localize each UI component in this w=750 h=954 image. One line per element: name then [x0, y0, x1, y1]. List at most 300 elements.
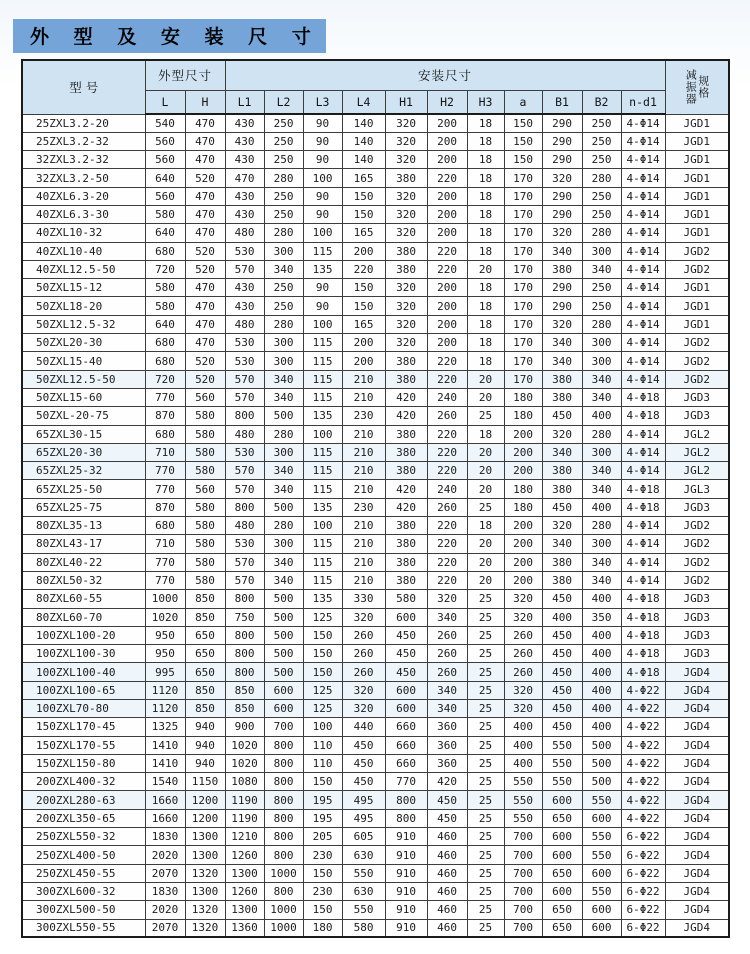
cell-a: 320 — [504, 590, 542, 608]
cell-model: 32ZXL3.2-32 — [22, 151, 145, 169]
cell-H3: 25 — [467, 846, 504, 864]
cell-B2: 400 — [582, 718, 621, 736]
table-row — [22, 242, 729, 260]
col-header-B2: B2 — [582, 90, 621, 114]
cell-a: 550 — [504, 791, 542, 809]
cell-H: 1300 — [185, 828, 225, 846]
cell-L3: 100 — [303, 224, 342, 242]
cell-L3: 110 — [303, 754, 342, 772]
cell-L1: 900 — [225, 718, 264, 736]
cell-model: 150ZXL170-45 — [22, 718, 145, 736]
cell-H: 580 — [185, 553, 225, 571]
cell-a: 320 — [504, 700, 542, 718]
cell-L3: 125 — [303, 681, 342, 699]
cell-H1: 320 — [385, 151, 427, 169]
cell-L4: 450 — [342, 736, 385, 754]
cell-H2: 450 — [427, 791, 467, 809]
cell-H3: 18 — [467, 279, 504, 297]
cell-L2: 250 — [264, 132, 303, 150]
table-row — [22, 791, 729, 809]
cell-a: 200 — [504, 425, 542, 443]
cell-H3: 25 — [467, 700, 504, 718]
cell-L4: 320 — [342, 681, 385, 699]
cell-L4: 260 — [342, 663, 385, 681]
cell-B1: 320 — [542, 315, 582, 333]
cell-H3: 25 — [467, 828, 504, 846]
table-row — [22, 864, 729, 882]
cell-H1: 910 — [385, 846, 427, 864]
cell-B2: 400 — [582, 663, 621, 681]
cell-a: 700 — [504, 864, 542, 882]
cell-L: 560 — [145, 132, 185, 150]
cell-model: 50ZXL12.5-50 — [22, 370, 145, 388]
cell-a: 260 — [504, 663, 542, 681]
cell-a: 180 — [504, 407, 542, 425]
cell-damper-spec: JGD2 — [665, 553, 729, 571]
cell-L3: 150 — [303, 773, 342, 791]
cell-H1: 450 — [385, 645, 427, 663]
cell-damper-spec: JGL2 — [665, 443, 729, 461]
cell-H1: 600 — [385, 700, 427, 718]
table-row — [22, 425, 729, 443]
table-row — [22, 809, 729, 827]
cell-H: 580 — [185, 443, 225, 461]
cell-B1: 400 — [542, 608, 582, 626]
cell-H1: 910 — [385, 828, 427, 846]
cell-n-d1: 4-Φ14 — [621, 334, 665, 352]
cell-L2: 500 — [264, 407, 303, 425]
cell-L3: 90 — [303, 132, 342, 150]
cell-H: 470 — [185, 297, 225, 315]
cell-H2: 220 — [427, 370, 467, 388]
cell-model: 80ZXL60-55 — [22, 590, 145, 608]
cell-H3: 18 — [467, 517, 504, 535]
cell-damper-spec: JGD4 — [665, 828, 729, 846]
cell-damper-spec: JGD3 — [665, 626, 729, 644]
cell-model: 80ZXL40-22 — [22, 553, 145, 571]
cell-L2: 250 — [264, 114, 303, 132]
cell-n-d1: 6-Φ22 — [621, 882, 665, 900]
cell-n-d1: 4-Φ22 — [621, 754, 665, 772]
cell-n-d1: 4-Φ22 — [621, 809, 665, 827]
cell-L3: 115 — [303, 535, 342, 553]
cell-L2: 340 — [264, 260, 303, 278]
cell-L: 680 — [145, 334, 185, 352]
cell-L2: 300 — [264, 334, 303, 352]
cell-H: 1300 — [185, 846, 225, 864]
cell-model: 150ZXL170-55 — [22, 736, 145, 754]
cell-H2: 320 — [427, 590, 467, 608]
cell-B2: 400 — [582, 681, 621, 699]
dimensions-table — [21, 59, 730, 938]
cell-L1: 850 — [225, 681, 264, 699]
cell-H3: 25 — [467, 736, 504, 754]
cell-model: 200ZXL280-63 — [22, 791, 145, 809]
cell-H1: 660 — [385, 736, 427, 754]
cell-model: 300ZXL600-32 — [22, 882, 145, 900]
cell-B2: 250 — [582, 151, 621, 169]
cell-model: 40ZXL6.3-20 — [22, 187, 145, 205]
cell-H: 560 — [185, 480, 225, 498]
cell-L3: 195 — [303, 791, 342, 809]
cell-a: 320 — [504, 608, 542, 626]
cell-L4: 450 — [342, 773, 385, 791]
cell-damper-spec: JGD4 — [665, 736, 729, 754]
cell-n-d1: 4-Φ18 — [621, 590, 665, 608]
cell-L: 540 — [145, 114, 185, 132]
cell-L: 950 — [145, 645, 185, 663]
cell-L1: 570 — [225, 260, 264, 278]
cell-L3: 90 — [303, 205, 342, 223]
cell-L4: 495 — [342, 791, 385, 809]
table-row — [22, 590, 729, 608]
cell-L: 560 — [145, 187, 185, 205]
cell-L4: 150 — [342, 279, 385, 297]
table-row — [22, 571, 729, 589]
table-row — [22, 187, 729, 205]
table-row — [22, 480, 729, 498]
cell-H3: 25 — [467, 901, 504, 919]
cell-H2: 220 — [427, 571, 467, 589]
table-row — [22, 754, 729, 772]
cell-L2: 600 — [264, 681, 303, 699]
cell-L2: 800 — [264, 882, 303, 900]
cell-L4: 440 — [342, 718, 385, 736]
cell-damper-spec: JGD4 — [665, 700, 729, 718]
cell-H2: 260 — [427, 663, 467, 681]
cell-L2: 500 — [264, 608, 303, 626]
col-header-damper-spec — [665, 60, 729, 114]
cell-H: 470 — [185, 132, 225, 150]
cell-model: 40ZXL10-32 — [22, 224, 145, 242]
cell-L3: 150 — [303, 864, 342, 882]
cell-L1: 1080 — [225, 773, 264, 791]
cell-a: 150 — [504, 114, 542, 132]
cell-B1: 450 — [542, 663, 582, 681]
cell-H1: 910 — [385, 901, 427, 919]
cell-B1: 450 — [542, 498, 582, 516]
cell-H2: 260 — [427, 645, 467, 663]
damper-label-line2: 规格 — [696, 75, 710, 100]
cell-L3: 230 — [303, 846, 342, 864]
cell-H2: 200 — [427, 151, 467, 169]
cell-n-d1: 4-Φ18 — [621, 626, 665, 644]
cell-L2: 280 — [264, 517, 303, 535]
cell-H1: 320 — [385, 315, 427, 333]
cell-L3: 90 — [303, 187, 342, 205]
table-header — [22, 60, 729, 114]
cell-H3: 25 — [467, 626, 504, 644]
cell-a: 400 — [504, 736, 542, 754]
cell-L4: 150 — [342, 205, 385, 223]
cell-H: 520 — [185, 242, 225, 260]
cell-H: 850 — [185, 590, 225, 608]
cell-model: 40ZXL12.5-50 — [22, 260, 145, 278]
cell-L: 770 — [145, 571, 185, 589]
cell-B1: 340 — [542, 334, 582, 352]
cell-L4: 330 — [342, 590, 385, 608]
cell-L3: 135 — [303, 407, 342, 425]
cell-damper-spec: JGD2 — [665, 242, 729, 260]
cell-H3: 25 — [467, 791, 504, 809]
cell-model: 50ZXL15-60 — [22, 388, 145, 406]
cell-n-d1: 4-Φ14 — [621, 370, 665, 388]
cell-model: 80ZXL60-70 — [22, 608, 145, 626]
cell-L3: 125 — [303, 700, 342, 718]
cell-H2: 450 — [427, 809, 467, 827]
table-row — [22, 315, 729, 333]
cell-B1: 320 — [542, 224, 582, 242]
cell-L1: 800 — [225, 626, 264, 644]
cell-H: 580 — [185, 462, 225, 480]
cell-H2: 360 — [427, 754, 467, 772]
cell-H: 520 — [185, 169, 225, 187]
cell-H: 470 — [185, 205, 225, 223]
cell-L: 640 — [145, 224, 185, 242]
cell-H1: 580 — [385, 590, 427, 608]
cell-n-d1: 4-Φ14 — [621, 242, 665, 260]
cell-L1: 430 — [225, 205, 264, 223]
cell-L4: 140 — [342, 151, 385, 169]
cell-a: 400 — [504, 718, 542, 736]
cell-B2: 340 — [582, 370, 621, 388]
cell-damper-spec: JGD2 — [665, 535, 729, 553]
cell-n-d1: 4-Φ18 — [621, 388, 665, 406]
cell-L2: 800 — [264, 846, 303, 864]
cell-L: 1020 — [145, 608, 185, 626]
table-row — [22, 388, 729, 406]
cell-H: 1320 — [185, 919, 225, 937]
cell-a: 400 — [504, 754, 542, 772]
cell-H1: 800 — [385, 791, 427, 809]
cell-H2: 220 — [427, 443, 467, 461]
cell-B1: 290 — [542, 132, 582, 150]
cell-H: 580 — [185, 535, 225, 553]
cell-B1: 450 — [542, 700, 582, 718]
cell-B2: 400 — [582, 645, 621, 663]
cell-L3: 100 — [303, 517, 342, 535]
table-row — [22, 443, 729, 461]
cell-H1: 450 — [385, 663, 427, 681]
table-row — [22, 736, 729, 754]
cell-n-d1: 4-Φ22 — [621, 736, 665, 754]
cell-L4: 320 — [342, 608, 385, 626]
cell-damper-spec: JGD4 — [665, 846, 729, 864]
cell-damper-spec: JGD1 — [665, 279, 729, 297]
cell-H3: 20 — [467, 443, 504, 461]
cell-H2: 260 — [427, 407, 467, 425]
cell-L2: 500 — [264, 645, 303, 663]
cell-H3: 18 — [467, 315, 504, 333]
cell-L3: 125 — [303, 608, 342, 626]
cell-n-d1: 4-Φ14 — [621, 169, 665, 187]
cell-H2: 460 — [427, 919, 467, 937]
cell-H2: 460 — [427, 864, 467, 882]
cell-L: 870 — [145, 407, 185, 425]
cell-B2: 250 — [582, 279, 621, 297]
cell-L4: 550 — [342, 901, 385, 919]
cell-damper-spec: JGD2 — [665, 260, 729, 278]
cell-L4: 200 — [342, 352, 385, 370]
cell-H1: 380 — [385, 553, 427, 571]
table-row — [22, 498, 729, 516]
damper-spec-label — [666, 69, 729, 105]
cell-H3: 20 — [467, 480, 504, 498]
cell-model: 250ZXL550-32 — [22, 828, 145, 846]
cell-H1: 420 — [385, 498, 427, 516]
cell-L2: 800 — [264, 828, 303, 846]
cell-L3: 150 — [303, 901, 342, 919]
cell-damper-spec: JGD4 — [665, 754, 729, 772]
cell-H2: 200 — [427, 224, 467, 242]
cell-L2: 280 — [264, 315, 303, 333]
cell-a: 700 — [504, 846, 542, 864]
cell-L: 1325 — [145, 718, 185, 736]
cell-a: 170 — [504, 260, 542, 278]
table-body — [22, 114, 729, 937]
cell-a: 200 — [504, 462, 542, 480]
cell-H3: 25 — [467, 681, 504, 699]
cell-L: 680 — [145, 352, 185, 370]
cell-L: 710 — [145, 535, 185, 553]
cell-H: 1200 — [185, 791, 225, 809]
cell-H2: 240 — [427, 388, 467, 406]
cell-L1: 530 — [225, 443, 264, 461]
cell-H1: 380 — [385, 517, 427, 535]
cell-B2: 250 — [582, 187, 621, 205]
cell-H3: 18 — [467, 114, 504, 132]
cell-H2: 220 — [427, 242, 467, 260]
cell-B1: 340 — [542, 242, 582, 260]
cell-L2: 340 — [264, 388, 303, 406]
cell-H2: 220 — [427, 462, 467, 480]
cell-L3: 150 — [303, 663, 342, 681]
cell-H1: 910 — [385, 882, 427, 900]
cell-L4: 580 — [342, 919, 385, 937]
cell-n-d1: 4-Φ14 — [621, 535, 665, 553]
cell-B1: 290 — [542, 151, 582, 169]
cell-L: 870 — [145, 498, 185, 516]
cell-L1: 1260 — [225, 882, 264, 900]
cell-damper-spec: JGL3 — [665, 480, 729, 498]
cell-L4: 230 — [342, 498, 385, 516]
cell-L4: 210 — [342, 553, 385, 571]
cell-B1: 550 — [542, 773, 582, 791]
cell-H3: 25 — [467, 608, 504, 626]
cell-B1: 380 — [542, 553, 582, 571]
cell-L1: 570 — [225, 370, 264, 388]
cell-H3: 25 — [467, 882, 504, 900]
cell-L3: 135 — [303, 260, 342, 278]
cell-L1: 430 — [225, 151, 264, 169]
cell-L: 560 — [145, 151, 185, 169]
cell-damper-spec: JGL2 — [665, 462, 729, 480]
cell-damper-spec: JGD2 — [665, 571, 729, 589]
cell-L: 770 — [145, 388, 185, 406]
cell-H2: 260 — [427, 626, 467, 644]
cell-L1: 1020 — [225, 754, 264, 772]
cell-a: 170 — [504, 205, 542, 223]
cell-L: 720 — [145, 260, 185, 278]
cell-H: 940 — [185, 736, 225, 754]
cell-L2: 340 — [264, 553, 303, 571]
cell-L: 680 — [145, 425, 185, 443]
cell-B1: 320 — [542, 169, 582, 187]
cell-H3: 18 — [467, 169, 504, 187]
cell-model: 100ZXL100-30 — [22, 645, 145, 663]
cell-L2: 600 — [264, 700, 303, 718]
cell-L: 2020 — [145, 901, 185, 919]
cell-H2: 260 — [427, 498, 467, 516]
col-header-L1: L1 — [225, 90, 264, 114]
cell-H2: 220 — [427, 352, 467, 370]
cell-L4: 150 — [342, 187, 385, 205]
col-header-n-d1: n-d1 — [621, 90, 665, 114]
cell-L3: 230 — [303, 882, 342, 900]
cell-H1: 320 — [385, 187, 427, 205]
cell-n-d1: 4-Φ22 — [621, 681, 665, 699]
cell-model: 50ZXL-20-75 — [22, 407, 145, 425]
cell-damper-spec: JGD2 — [665, 517, 729, 535]
cell-model: 200ZXL400-32 — [22, 773, 145, 791]
cell-H3: 18 — [467, 352, 504, 370]
cell-model: 300ZXL550-55 — [22, 919, 145, 937]
cell-B1: 550 — [542, 736, 582, 754]
cell-a: 320 — [504, 681, 542, 699]
cell-n-d1: 4-Φ14 — [621, 425, 665, 443]
cell-H: 650 — [185, 626, 225, 644]
cell-L4: 165 — [342, 169, 385, 187]
cell-H3: 25 — [467, 645, 504, 663]
cell-damper-spec: JGD4 — [665, 681, 729, 699]
cell-L: 995 — [145, 663, 185, 681]
cell-model: 65ZXL20-30 — [22, 443, 145, 461]
cell-L3: 90 — [303, 114, 342, 132]
cell-L1: 1300 — [225, 901, 264, 919]
cell-H3: 25 — [467, 809, 504, 827]
cell-B2: 340 — [582, 553, 621, 571]
cell-L4: 200 — [342, 334, 385, 352]
cell-B2: 340 — [582, 462, 621, 480]
cell-L1: 570 — [225, 571, 264, 589]
cell-L2: 280 — [264, 169, 303, 187]
cell-model: 100ZXL100-40 — [22, 663, 145, 681]
table-row — [22, 626, 729, 644]
table-row — [22, 718, 729, 736]
cell-L4: 140 — [342, 132, 385, 150]
cell-L3: 180 — [303, 919, 342, 937]
cell-damper-spec: JGD4 — [665, 718, 729, 736]
cell-H: 520 — [185, 352, 225, 370]
cell-H3: 20 — [467, 553, 504, 571]
cell-H2: 220 — [427, 169, 467, 187]
cell-L1: 430 — [225, 187, 264, 205]
cell-H3: 18 — [467, 224, 504, 242]
col-header-H3: H3 — [467, 90, 504, 114]
cell-model: 25ZXL3.2-20 — [22, 114, 145, 132]
cell-L4: 320 — [342, 700, 385, 718]
cell-L1: 570 — [225, 388, 264, 406]
cell-L4: 210 — [342, 388, 385, 406]
table-row — [22, 151, 729, 169]
cell-a: 170 — [504, 224, 542, 242]
cell-H1: 600 — [385, 608, 427, 626]
cell-H1: 380 — [385, 443, 427, 461]
cell-model: 150ZXL150-80 — [22, 754, 145, 772]
cell-n-d1: 4-Φ14 — [621, 224, 665, 242]
cell-n-d1: 4-Φ14 — [621, 352, 665, 370]
cell-model: 40ZXL6.3-30 — [22, 205, 145, 223]
